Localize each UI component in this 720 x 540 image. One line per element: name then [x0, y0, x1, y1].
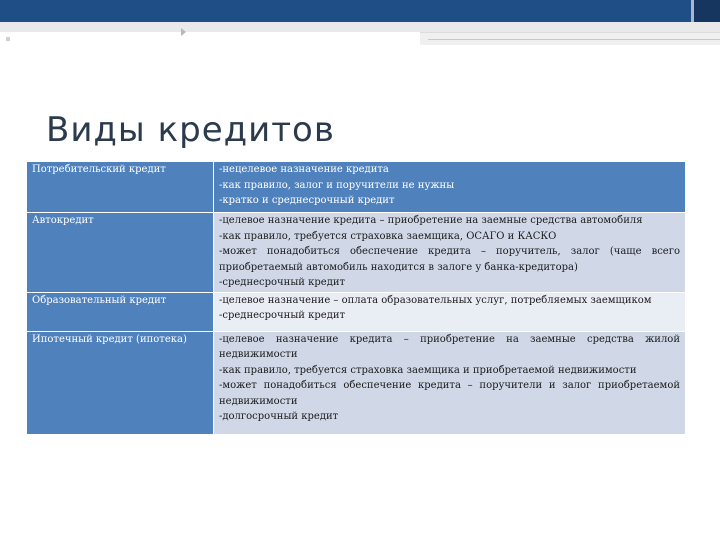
description-line: -может понадобиться обеспечение кредита – поручители и залог приобретаемой недвижимости — [219, 380, 680, 407]
description-line: -как правило, залог и поручители не нужны — [219, 179, 455, 191]
triangle-marker-icon — [181, 28, 186, 36]
header-band — [0, 0, 720, 22]
description-line: -целевое назначение кредита – приобретение на заемные средства автомобиля — [219, 215, 643, 226]
table-row-consumer — [27, 162, 686, 213]
description-line: -целевое назначение – оплата образовательных услуг, потребляемых заемщиком — [219, 294, 652, 306]
credit-type-cell: Ипотечный кредит (ипотека) — [27, 331, 214, 434]
description-line: -кратко и среднесрочный кредит — [219, 195, 395, 206]
credit-type-cell: Потребительский кредит — [27, 162, 214, 213]
credit-description-cell — [214, 292, 686, 331]
header-strip-line — [428, 39, 720, 40]
description-line: -как правило, требуется страховка заемщика, ОСАГО и КАСКО — [219, 230, 557, 242]
credit-type-cell: Автокредит — [27, 213, 214, 293]
corner-dot — [6, 37, 10, 41]
table-row-education — [27, 292, 686, 331]
table-row-auto — [27, 213, 686, 293]
description-line: -нецелевое назначение кредита — [219, 164, 389, 175]
description-line: -как правило, требуется страховка заемщика и приобретаемой недвижимости — [219, 364, 637, 376]
description-line: -долгосрочный кредит — [219, 411, 339, 422]
table-row-mortgage — [27, 331, 686, 434]
slide-title: Виды кредитов — [46, 110, 335, 150]
credit-description-cell — [214, 162, 686, 213]
credit-type-cell: Образовательный кредит — [27, 292, 214, 331]
header-strip — [0, 22, 720, 32]
header-band-corner — [694, 0, 720, 22]
description-line: -среднесрочный кредит — [219, 310, 346, 321]
description-line: -может понадобиться обеспечение кредита – поручитель, залог (чаще всего приобретаемый автомобиль находится в залоге у банка-кредитора) — [219, 246, 680, 273]
credit-description-cell — [214, 331, 686, 434]
credit-description-cell — [214, 213, 686, 293]
description-line: -целевое назначение кредита – приобретение на заемные средства жилой недвижимости — [219, 333, 680, 360]
description-line: -среднесрочный кредит — [219, 277, 346, 288]
credit-types-table — [26, 161, 686, 435]
